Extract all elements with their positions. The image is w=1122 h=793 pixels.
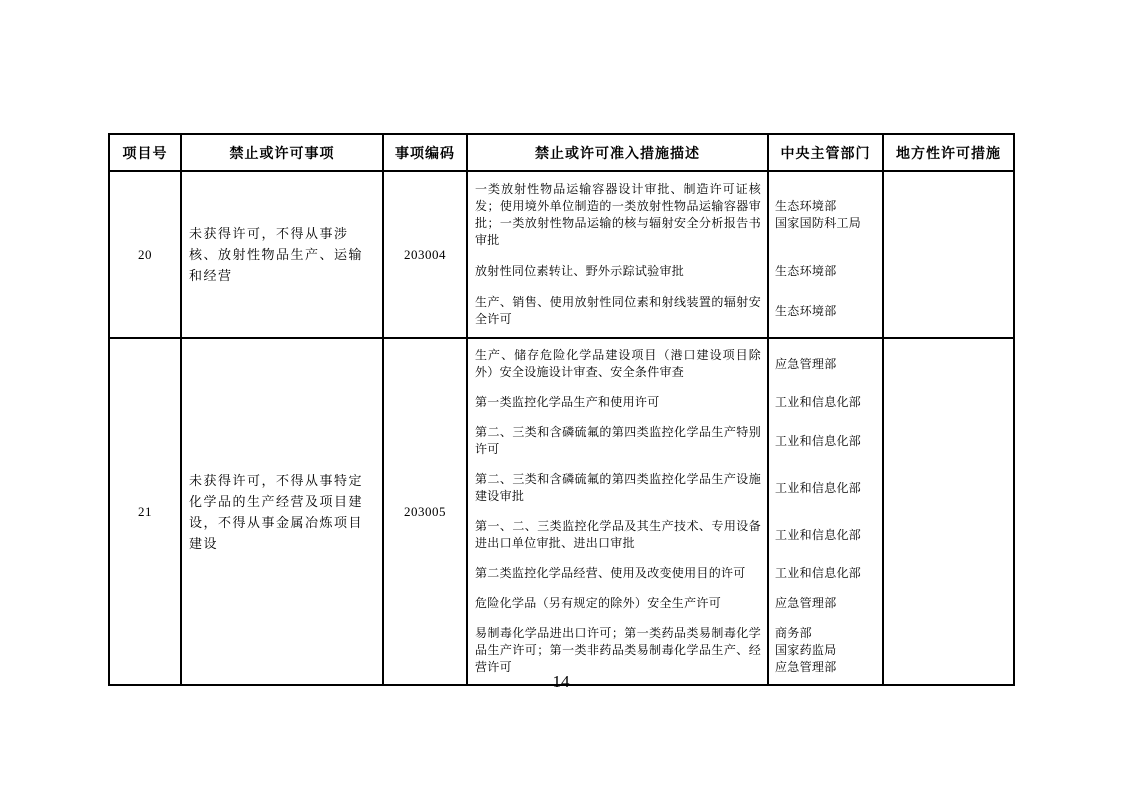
department-text bbox=[775, 356, 837, 373]
department-text bbox=[775, 394, 861, 411]
department-cell bbox=[769, 411, 884, 458]
table-row bbox=[110, 339, 1013, 684]
department-line: 生态环境部 bbox=[775, 264, 837, 278]
department-cell bbox=[769, 582, 884, 612]
department-line: 生态环境部 bbox=[775, 199, 837, 213]
department-line: 国家国防科工局 bbox=[775, 216, 862, 230]
local-measures-cell bbox=[884, 172, 1013, 337]
measure-cell bbox=[468, 582, 769, 612]
department-cell bbox=[769, 552, 884, 582]
header-prohibited-item: 禁止或许可事项 bbox=[182, 135, 384, 170]
department-cell bbox=[769, 249, 884, 280]
item-description-text: 未获得许可，不得从事涉核、放射性物品生产、运输和经营 bbox=[189, 226, 364, 283]
measures-departments-cell bbox=[468, 339, 884, 684]
department-line: 工业和信息化部 bbox=[775, 527, 862, 542]
department-cell bbox=[769, 280, 884, 337]
department-text bbox=[775, 565, 861, 582]
item-number-cell: 20 bbox=[110, 172, 182, 337]
item-code-cell: 203005 bbox=[384, 339, 468, 684]
measure-text: 危险化学品（另有规定的除外）安全生产许可 bbox=[475, 596, 722, 610]
department-line: 工业和信息化部 bbox=[775, 395, 862, 409]
header-item-code: 事项编码 bbox=[384, 135, 468, 170]
measure-cell bbox=[468, 381, 769, 411]
department-line: 工业和信息化部 bbox=[775, 566, 862, 580]
header-central-department: 中央主管部门 bbox=[769, 135, 884, 170]
department-line: 工业和信息化部 bbox=[775, 480, 862, 495]
department-text bbox=[775, 303, 837, 320]
measure-text: 第一类监控化学品生产和使用许可 bbox=[475, 395, 660, 409]
measure-text: 易制毒化学品进出口许可；第一类药品类易制毒化学品生产许可；第一类非药品类易制毒化学品生产、经营许可 bbox=[475, 626, 761, 674]
department-text bbox=[775, 595, 837, 612]
header-item-number: 项目号 bbox=[110, 135, 182, 170]
department-cell bbox=[769, 458, 884, 505]
department-line: 国家药监局 bbox=[775, 643, 837, 657]
header-local-measures: 地方性许可措施 bbox=[896, 146, 1001, 162]
department-text bbox=[775, 625, 837, 676]
access-measures-table bbox=[108, 133, 1015, 686]
item-code-cell: 203004 bbox=[384, 172, 468, 337]
measure-cell bbox=[468, 552, 769, 582]
table-row bbox=[110, 172, 1013, 339]
measure-cell bbox=[468, 249, 769, 280]
department-cell bbox=[769, 381, 884, 411]
item-description-cell bbox=[182, 172, 384, 337]
department-cell bbox=[769, 505, 884, 552]
measure-cell bbox=[468, 339, 769, 381]
measure-text: 第二、三类和含磷硫氟的第四类监控化学品生产设施建设审批 bbox=[475, 472, 761, 503]
measure-text: 第二类监控化学品经营、使用及改变使用目的许可 bbox=[475, 566, 746, 580]
measure-cell bbox=[468, 172, 769, 249]
measure-cell bbox=[468, 458, 769, 505]
measure-text: 第一、二、三类监控化学品及其生产技术、专用设备进出口单位审批、进出口审批 bbox=[475, 519, 761, 550]
local-measures-cell bbox=[884, 339, 1013, 684]
measure-cell bbox=[468, 505, 769, 552]
department-line: 应急管理部 bbox=[775, 596, 837, 610]
department-text bbox=[775, 480, 861, 497]
department-line: 应急管理部 bbox=[775, 660, 837, 674]
measures-departments-cell bbox=[468, 172, 884, 337]
department-line: 商务部 bbox=[775, 626, 812, 640]
measure-text: 第二、三类和含磷硫氟的第四类监控化学品生产特别许可 bbox=[475, 425, 761, 456]
department-cell bbox=[769, 339, 884, 381]
measure-text: 生产、储存危险化学品建设项目（港口建设项目除外）安全设施设计审查、安全条件审查 bbox=[475, 348, 761, 379]
measure-text: 放射性同位素转让、野外示踪试验审批 bbox=[475, 264, 685, 278]
header-measure-description: 禁止或许可准入措施描述 bbox=[468, 135, 769, 170]
page-number: 14 bbox=[552, 672, 570, 691]
measure-text: 生产、销售、使用放射性同位素和射线装置的辐射安全许可 bbox=[475, 295, 761, 326]
department-line: 生态环境部 bbox=[775, 303, 837, 318]
item-number-cell: 21 bbox=[110, 339, 182, 684]
measure-cell bbox=[468, 411, 769, 458]
department-cell bbox=[769, 172, 884, 249]
measure-cell bbox=[468, 280, 769, 337]
item-description-text: 未获得许可，不得从事特定化学品的生产经营及项目建设，不得从事金属冶炼项目建设 bbox=[189, 472, 364, 551]
department-text bbox=[775, 527, 861, 544]
department-text bbox=[775, 263, 837, 280]
item-description-cell bbox=[182, 339, 384, 684]
department-text bbox=[775, 198, 861, 232]
department-text bbox=[775, 433, 861, 450]
department-line: 应急管理部 bbox=[775, 356, 837, 371]
department-line: 工业和信息化部 bbox=[775, 433, 862, 448]
table-header-row bbox=[110, 135, 1013, 172]
measure-text: 一类放射性物品运输容器设计审批、制造许可证核发；使用境外单位制造的一类放射性物品运输容器审批；一类放射性物品运输的核与辐射安全分析报告书审批 bbox=[475, 182, 761, 247]
